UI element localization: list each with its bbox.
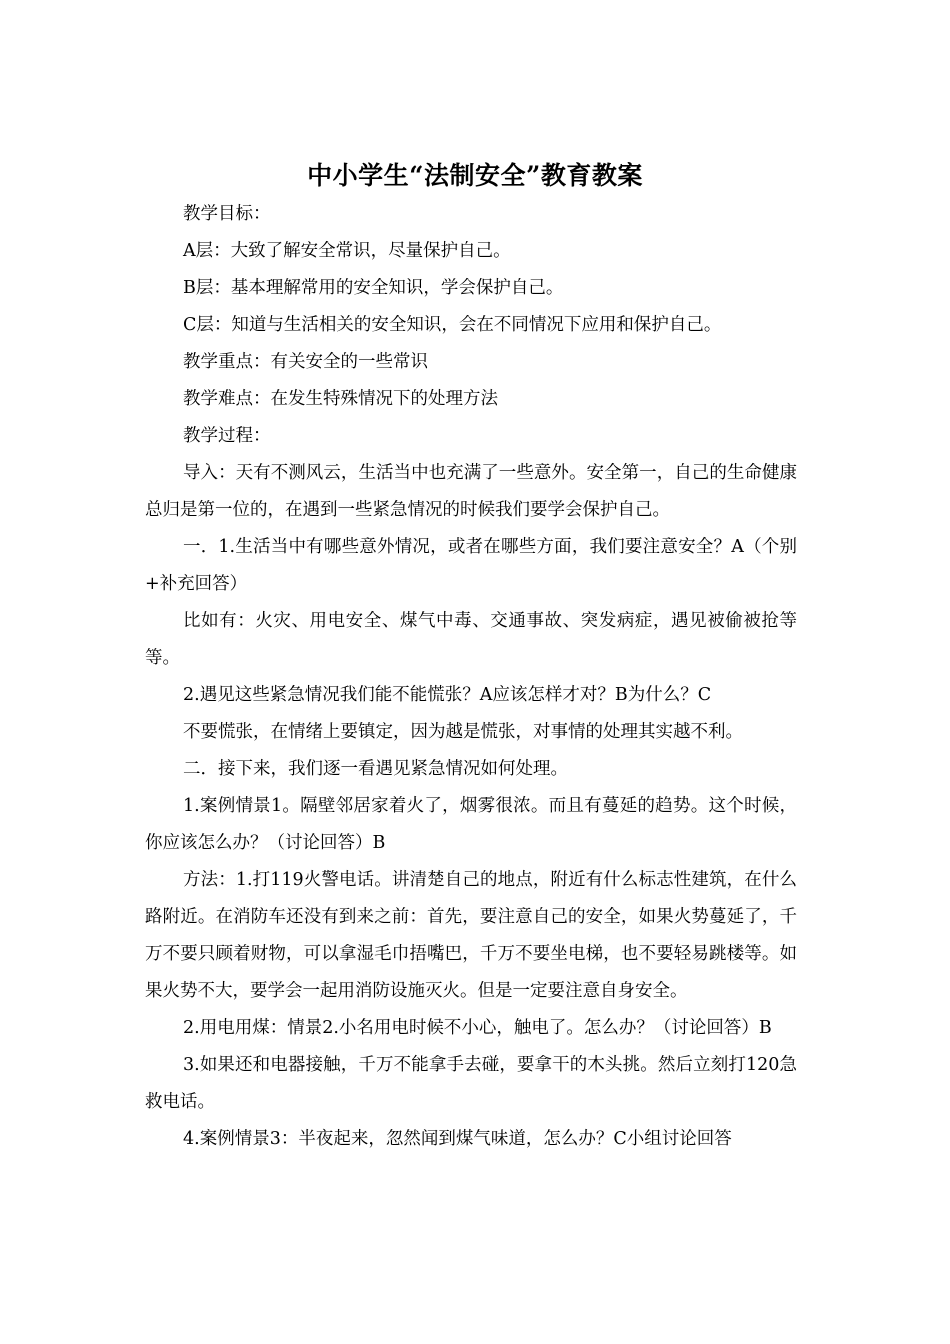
paragraph: 比如有：火灾、用电安全、煤气中毒、交通事故、突发病症，遇见被偷被抢等等。 — [145, 611, 797, 668]
paragraph: 不要慌张，在情绪上要镇定，因为越是慌张，对事情的处理其实越不利。 — [183, 722, 743, 742]
paragraph: 教学难点：在发生特殊情况下的处理方法 — [183, 389, 498, 409]
paragraph: 教学过程： — [183, 426, 271, 446]
paragraph: 教学目标： — [183, 204, 271, 224]
paragraph: 教学重点：有关安全的一些常识 — [183, 352, 428, 372]
paragraph: 2.用电用煤：情景2.小名用电时候不小心，触电了。怎么办？（讨论回答）B — [183, 1018, 772, 1038]
paragraph: 方法：1.打119火警电话。讲清楚自己的地点，附近有什么标志性建筑，在什么路附近。在消防车还没有到来之前：首先，要注意自己的安全，如果火势蔓延了，千万不要只顾着财物，可以拿湿毛巾捂嘴巴，千万不要坐电梯，也不要轻易跳楼等。如果火势不大，要学会一起用消防设施灭火。但是一定要注意自身安全。 — [145, 870, 797, 1001]
document-title: 中小学生“法制安全”教育教案 — [307, 161, 643, 190]
paragraph: A层：大致了解安全常识，尽量保护自己。 — [183, 241, 511, 261]
paragraph: 4.案例情景3：半夜起来，忽然闻到煤气味道，怎么办？C小组讨论回答 — [183, 1129, 732, 1149]
paragraph: C层：知道与生活相关的安全知识，会在不同情况下应用和保护自己。 — [183, 315, 722, 335]
paragraph: 导入：天有不测风云，生活当中也充满了一些意外。安全第一，自己的生命健康总归是第一位的，在遇到一些紧急情况的时候我们要学会保护自己。 — [145, 463, 797, 520]
paragraph: B层：基本理解常用的安全知识，学会保护自己。 — [183, 278, 564, 298]
paragraph: 1.案例情景1。隔壁邻居家着火了，烟雾很浓。而且有蔓延的趋势。这个时候，你应该怎么办？（讨论回答）B — [145, 796, 797, 853]
paragraph: 二．接下来，我们逐一看遇见紧急情况如何处理。 — [183, 759, 568, 779]
paragraph: 一．1.生活当中有哪些意外情况，或者在哪些方面，我们要注意安全？A（个别+补充回答） — [145, 537, 797, 594]
document-body — [145, 196, 797, 1158]
paragraph: 2.遇见这些紧急情况我们能不能慌张？A应该怎样才对？B为什么？C — [183, 685, 712, 705]
paragraph: 3.如果还和电器接触，千万不能拿手去碰，要拿干的木头挑。然后立刻打120急救电话。 — [145, 1055, 797, 1112]
